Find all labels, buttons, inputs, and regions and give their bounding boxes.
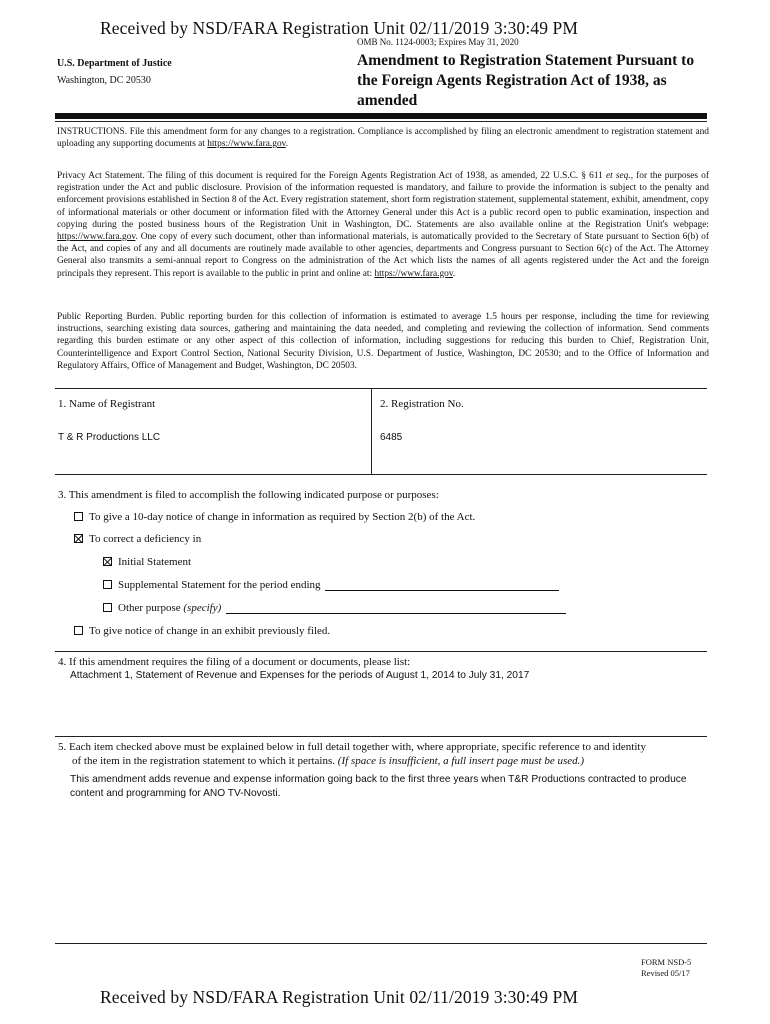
supplemental-label: Supplemental Statement for the period ending: [118, 579, 321, 591]
fara-link-instructions[interactable]: https://www.fara.gov: [207, 139, 286, 150]
q5-answer[interactable]: This amendment adds revenue and expense information going back to the first three years when T&R Productions contracted to produce content and programming for ANO TV-Novosti.: [70, 774, 687, 799]
header-divider-thin: [55, 121, 707, 122]
form-revised-label: Revised 05/17: [641, 968, 690, 978]
q3-bottom-border: [55, 651, 707, 652]
other-purpose-label: Other purpose: [118, 602, 184, 614]
other-purpose-specify: (specify): [183, 602, 222, 614]
privacy-text-b: , for the purposes of registration under the Act and public disclosure. Provision of the information requested is mandatory, and failure to provide the information is subject to the penalty and enforcement provisions established in Section 8 of the Act. Every registration statement, short form registration statement, supplemental statement, exhibit, amendment, copy of informational materials or other document or information filed with the Attorney General under this Act is a public record open to public examination, inspection and copying during the posted business hours of the Registration Unit in Washington, DC. Statements are also available online at the Registration Unit's webpage:: [57, 171, 709, 230]
q4-answer[interactable]: Attachment 1, Statement of Revenue and Expenses for the periods of August 1, 2014 to July 31, 2017: [70, 670, 530, 681]
privacy-act-paragraph: [57, 170, 709, 280]
privacy-text-italic: et seq.: [605, 171, 631, 181]
table-divider: [371, 389, 372, 475]
form-number: [641, 957, 691, 979]
notice-label: To give a 10-day notice of change in information as required by Section 2(b) of the Act.: [89, 511, 476, 523]
burden-paragraph: Public Reporting Burden. Public reporting burden for this collection of information is estimated to average 1.5 hours per response, including the time for reviewing instructions, searching existing data sources, gathering and maintaining the data needed, and completing and reviewing the collection of information. Send comments regarding this burden estimate or any other aspect of this collection of information, including suggestions for reducing this burden to Chief, Registration Unit, Counterintelligence and Export Control Section, National Security Division, U.S. Department of Justice, Washington, DC 20530; and to the Office of Information and Regulatory Affairs, Office of Management and Budget, Washington, DC 20503.: [57, 312, 709, 371]
privacy-text-d: .: [452, 268, 456, 279]
q3-option-deficiency[interactable]: [74, 533, 201, 545]
registrant-name-value[interactable]: T & R Productions LLC: [58, 432, 161, 443]
table-top-border: [55, 388, 707, 389]
q3-option-notice[interactable]: [74, 511, 475, 523]
q3-prompt: 3. This amendment is filed to accomplish the following indicated purpose or purposes:: [58, 489, 439, 501]
deficiency-checkbox[interactable]: [74, 534, 83, 543]
department-name: U.S. Department of Justice: [57, 58, 172, 69]
q4-prompt: 4. If this amendment requires the filing of a document or documents, please list:: [58, 656, 411, 668]
other-purpose-checkbox[interactable]: [103, 603, 112, 612]
q5-prompt-b-text: of the item in the registration statement to which it pertains.: [72, 755, 338, 767]
q3-sub-supplemental[interactable]: [103, 579, 559, 591]
form-number-label: FORM NSD-5: [641, 957, 692, 967]
q3-option-exhibit[interactable]: [74, 625, 330, 637]
registrant-name-label: 1. Name of Registrant: [58, 398, 156, 410]
q5-bottom-border: [55, 943, 707, 944]
omb-number: OMB No. 1124-0003; Expires May 31, 2020: [357, 37, 519, 47]
q5-prompt-b-italic: (If space is insufficient, a full insert page must be used.): [337, 755, 585, 767]
initial-statement-checkbox[interactable]: [103, 557, 112, 566]
exhibit-label: To give notice of change in an exhibit previously filed.: [89, 625, 331, 637]
other-purpose-field[interactable]: [226, 603, 566, 614]
privacy-text-a: Privacy Act Statement. The filing of this document is required for the Foreign Agents Registration Act of 1938, as amended, 22 U.S.C. § 611: [57, 171, 606, 181]
exhibit-checkbox[interactable]: [74, 626, 83, 635]
instructions-paragraph: INSTRUCTIONS. File this amendment form for any changes to a registration. Compliance is accomplished by filing an electronic amendment to registration statement and uploading any supporting documents at https://www.fara.gov.: [57, 127, 709, 150]
received-stamp-top: Received by NSD/FARA Registration Unit 02/11/2019 3:30:49 PM: [100, 18, 579, 38]
privacy-text-c: . One copy of every such document, other than informational materials, is automatically provided to the Secretary of State pursuant to Section 6(b) of the Act, and copies of any and all documents are routinely made available to other agencies, departments and Congress pursuant to Section 6(c) of the Act. The Attorney General also transmits a semi-annual report to Congress on the administration of the Act which lists the names of all agents registered under the Act and the foreign principals they represent. This report is available to the public in print and online at:: [57, 232, 709, 279]
supplemental-checkbox[interactable]: [103, 580, 112, 589]
instructions-text: INSTRUCTIONS. File this amendment form for any changes to a registration. Compliance is accomplished by filing an electronic amendment to registration statement and uploading any supporting documents at: [57, 127, 709, 150]
fara-link-privacy-1[interactable]: https://www.fara.gov: [57, 232, 136, 243]
notice-checkbox[interactable]: [74, 512, 83, 521]
q3-sub-other[interactable]: [103, 602, 566, 614]
q5-prompt-b: [72, 755, 584, 767]
q4-bottom-border: [55, 736, 707, 737]
q3-sub-initial[interactable]: [103, 556, 191, 568]
fara-link-privacy-2[interactable]: https://www.fara.gov: [374, 268, 453, 279]
department-city: Washington, DC 20530: [57, 75, 151, 86]
initial-statement-label: Initial Statement: [118, 556, 192, 568]
table-bottom-border: [55, 474, 707, 475]
received-stamp-bottom: Received by NSD/FARA Registration Unit 02/11/2019 3:30:49 PM: [100, 987, 579, 1007]
form-title: Amendment to Registration Statement Pursuant to the Foreign Agents Registration Act of 1938, as amended: [357, 52, 695, 109]
supplemental-period-field[interactable]: [325, 580, 559, 591]
header-divider: [55, 113, 707, 119]
registration-no-label: 2. Registration No.: [380, 398, 464, 410]
registration-no-value[interactable]: 6485: [380, 432, 403, 443]
deficiency-label: To correct a deficiency in: [89, 533, 202, 545]
q5-prompt-a: 5. Each item checked above must be explained below in full detail together with, where appropriate, specific reference to and identity: [58, 741, 646, 753]
